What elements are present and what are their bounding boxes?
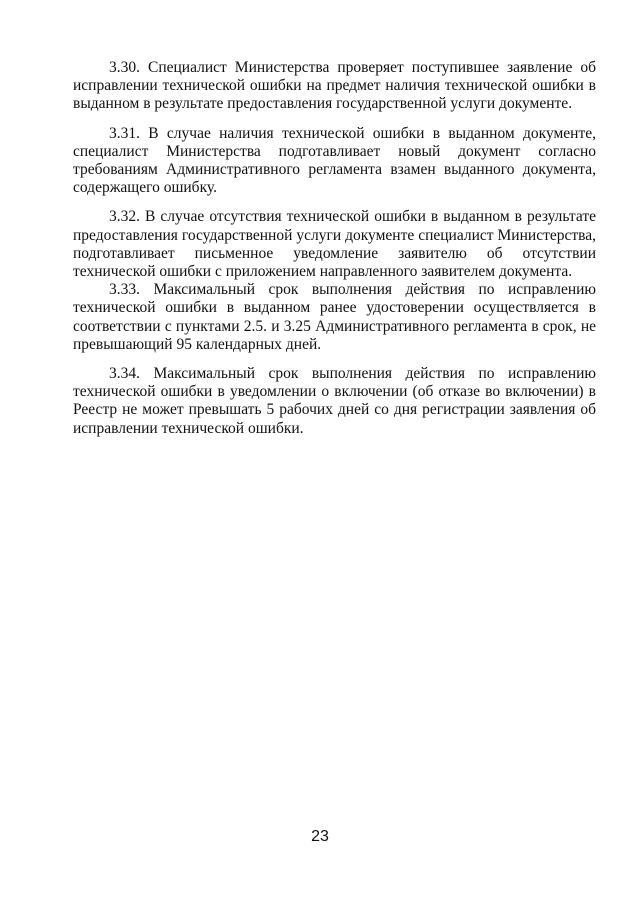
page-number: 23: [311, 828, 329, 845]
document-body: [73, 59, 596, 438]
paragraph-3-34: 3.34. Максимальный срок выполнения действия по исправлению технической ошибки в уведомлении о включении (об отказе во включении) в Реестр не может превышать 5 рабочих дней со дня регистрации заявления об исправлении технической ошибки.: [73, 365, 596, 437]
paragraph-3-30: 3.30. Специалист Министерства проверяет поступившее заявление об исправлении технической ошибки на предмет наличия технической ошибки в выданном в результате предоставления государственной услуги документе.: [73, 59, 596, 113]
paragraph-3-31: 3.31. В случае наличия технической ошибки в выданном документе, специалист Министерства подготавливает новый документ согласно требованиям Административного регламента взамен выданного документа, содержащего ошибку.: [73, 124, 596, 197]
paragraph-3-32: 3.32. В случае отсутствия технической ошибки в выданном в результате предоставления государственной услуги документе специалист Министерства, подготавливает письменное уведомление заявителю об отсутствии технической ошибки с приложением направленного заявителем документа.: [73, 208, 596, 281]
paragraph-3-33: 3.33. Максимальный срок выполнения действия по исправлению технической ошибки в выданном ранее удостоверении осуществляется в соответствии с пунктами 2.5. и 3.25 Административного регламента в срок, не превышающий 95 календарных дней.: [73, 281, 596, 353]
